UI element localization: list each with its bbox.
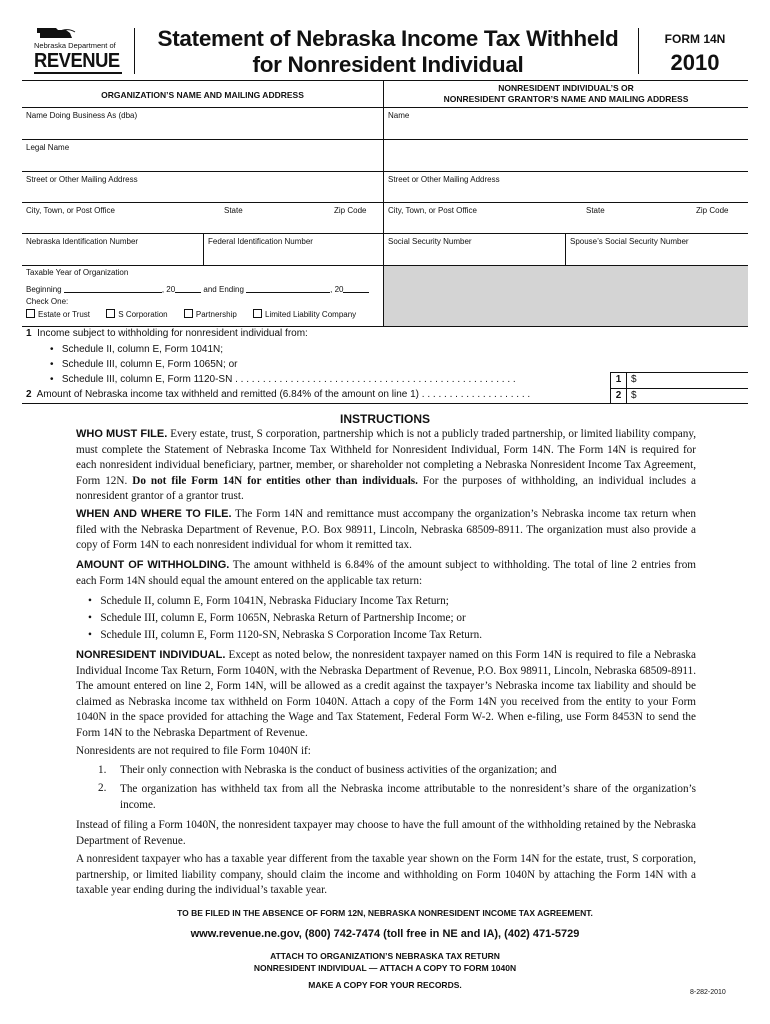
when-where-heading: WHEN AND WHERE TO FILE. xyxy=(76,508,232,520)
who-must-file-bold: Do not file Form 14N for entities other than individuals. xyxy=(132,474,418,487)
id-divider xyxy=(203,233,204,265)
check-one-label: Check One: xyxy=(26,297,69,306)
when-where-section xyxy=(76,507,696,554)
contact-info[interactable]: www.revenue.ne.gov, (800) 742-7474 (toll free in NE and IA), (402) 471-5729 xyxy=(190,928,580,940)
line-2-label: Amount of Nebraska income tax withheld and remitted (6.84% of the amount on line 1) xyxy=(36,389,420,400)
amount-bullet-1: • Schedule II, column E, Form 1041N, Nebraska Fiduciary Income Tax Return; xyxy=(88,595,449,607)
amount-text: The amount withheld is 6.84% of the amount subject to withholding. The total of line 2 entries from each Form 14N should equal the amount entered on the applicable tax return: xyxy=(76,559,696,587)
item-1-number: 1. xyxy=(98,764,107,776)
org-street-field[interactable]: Street or Other Mailing Address xyxy=(26,175,138,184)
amount-bullet-1-text: Schedule II, column E, Form 1041N, Nebraska Fiduciary Income Tax Return; xyxy=(100,595,449,607)
when-where-text: The Form 14N and remittance must accompany the organization’s Nebraska income tax return when filed with the Nebraska Department of Revenue, P.O. Box 98911, Lincoln, Nebraska 68509-8911. The organization must also provide a copy of Form 14N to each nonresident individual for whom it remitted tax. xyxy=(76,508,696,552)
nonresident-text: Except as noted below, the nonresident taxpayer named on this Form 14N is required to file a Nebraska Individual Income Tax Return, Form 1040N, with the Nebraska Department of Revenue, P.O. Box 98911, Lincoln, Nebraska 68509-8911. The amount entered on line 2, Form 14N, will be allowed as a credit against the taxpayer’s Nebraska income tax liability and should be claimed as Nebraska income tax withheld on Form 1040N. Attach a copy of the Form 14N you received from the entity to your Form 1040N in the space provided for attaching the Wage and Tax Statement, Federal Form W-2. When e-filing, use Form 8453N to send the Form 14N to the Nebraska Department of Revenue. xyxy=(76,649,696,739)
individual-heading xyxy=(384,83,748,105)
ending-year-label: , 20 xyxy=(330,285,344,294)
ending-date-input[interactable] xyxy=(246,285,330,293)
row-line xyxy=(22,202,748,203)
item-2-text: The organization has withheld tax from all the Nebraska income attributable to the nonresident’s share of the organization’s income. xyxy=(120,783,696,811)
dba-field[interactable]: Name Doing Business As (dba) xyxy=(26,111,138,120)
who-must-file-heading: WHO MUST FILE. xyxy=(76,428,168,440)
individual-heading-line-2: NONRESIDENT GRANTOR’S NAME AND MAILING ADDRESS xyxy=(443,94,689,104)
form-code: 8-282-2010 xyxy=(690,989,726,996)
ending-year-input[interactable] xyxy=(343,285,369,293)
s-corp-label: S Corporation xyxy=(118,310,168,319)
line-1-amount-input[interactable]: $ xyxy=(631,374,637,385)
box-top-line xyxy=(610,372,748,373)
individual-state-field[interactable]: State xyxy=(586,206,605,215)
beginning-date-input[interactable] xyxy=(64,285,162,293)
line-1-box-number: 1 xyxy=(615,374,622,385)
nebraska-state-icon xyxy=(36,25,76,39)
line-2-box-number: 2 xyxy=(615,390,622,401)
org-zip-field[interactable]: Zip Code xyxy=(334,206,367,215)
form-title xyxy=(140,26,636,78)
spouse-ssn-field[interactable]: Spouse’s Social Security Number xyxy=(570,237,689,246)
estate-trust-label: Estate or Trust xyxy=(38,310,91,319)
individual-zip-field[interactable]: Zip Code xyxy=(696,206,729,215)
who-must-file-text-2: For the purposes of withholding, an individual includes a nonresident grantor of a grantor trust. xyxy=(76,474,696,503)
logo-underline xyxy=(34,72,122,74)
individual-city-field[interactable]: City, Town, or Post Office xyxy=(388,206,477,215)
amount-heading: AMOUNT OF WITHHOLDING. xyxy=(76,559,230,571)
org-city-field[interactable]: City, Town, or Post Office xyxy=(26,206,115,215)
form-header xyxy=(22,24,748,78)
logo-department: Nebraska Department of xyxy=(34,41,116,50)
ending-label: and Ending xyxy=(203,285,244,294)
leader-dots: . . . . . . . . . . . . . . . . . . . . . . . . . . . . . . . . . . . . . . . . . . . . . . . . . . . xyxy=(235,374,516,385)
income-lines xyxy=(22,326,748,404)
estate-trust-checkbox[interactable] xyxy=(26,309,35,318)
taxable-year-range xyxy=(26,285,369,294)
s-corp-checkbox[interactable] xyxy=(106,309,115,318)
legal-name-field[interactable]: Legal Name xyxy=(26,143,70,152)
beginning-year-label: , 20 xyxy=(161,285,176,294)
who-must-file-section xyxy=(76,427,696,505)
individual-street-field[interactable]: Street or Other Mailing Address xyxy=(388,175,500,184)
amount-section xyxy=(76,558,696,589)
organization-heading: ORGANIZATION’S NAME AND MAILING ADDRESS xyxy=(101,90,304,100)
amount-bullet-3-text: Schedule III, column E, Form 1120-SN, Nebraska S Corporation Income Tax Return. xyxy=(100,629,483,641)
attach-note-2: NONRESIDENT INDIVIDUAL — ATTACH A COPY TO FORM 1040N xyxy=(253,963,517,973)
row-line xyxy=(22,171,748,172)
llc-label: Limited Liability Company xyxy=(265,310,357,319)
leader-dots: . . . . . . . . . . . . . . . . . . . . xyxy=(421,389,531,400)
org-state-field[interactable]: State xyxy=(224,206,243,215)
row-line xyxy=(22,233,748,234)
ssn-field[interactable]: Social Security Number xyxy=(388,237,472,246)
individual-name-field[interactable]: Name xyxy=(388,111,410,120)
nonresident-section xyxy=(76,648,696,742)
row-line xyxy=(22,139,748,140)
bullet-2-text: Schedule III, column E, Form 1065N; or xyxy=(61,359,238,370)
amount-bullet-2: • Schedule III, column E, Form 1065N, Nebraska Return of Partnership Income; or xyxy=(88,612,466,624)
form-number: FORM 14N xyxy=(664,32,726,46)
title-line-1: Statement of Nebraska Income Tax Withheld xyxy=(157,26,619,51)
line-1-bullet-2: • Schedule III, column E, Form 1065N; or xyxy=(50,359,238,370)
amount-bullet-2-text: Schedule III, column E, Form 1065N, Nebraska Return of Partnership Income; or xyxy=(100,612,466,624)
partnership-checkbox[interactable] xyxy=(184,309,193,318)
llc-checkbox[interactable] xyxy=(253,309,262,318)
ssn-divider xyxy=(565,233,566,265)
instead-text: Instead of filing a Form 1040N, the nonresident taxpayer may choose to have the full amount of the withholding retained by the Nebraska Department of Revenue. xyxy=(76,819,696,847)
header-divider-right xyxy=(638,28,639,74)
nonresident-heading: NONRESIDENT INDIVIDUAL. xyxy=(76,649,226,661)
line-1-text xyxy=(26,328,308,339)
line-1-label: Income subject to withholding for nonresident individual from: xyxy=(37,328,308,339)
header-divider xyxy=(134,28,135,74)
entity-type-options xyxy=(26,309,356,319)
bullet-3-text: Schedule III, column E, Form 1120-SN xyxy=(61,374,233,385)
bullet-1-text: Schedule II, column E, Form 1041N; xyxy=(61,344,224,355)
nebraska-revenue-logo xyxy=(22,24,126,76)
row-line xyxy=(22,107,748,108)
attach-note-1: ATTACH TO ORGANIZATION’S NEBRASKA TAX RETURN xyxy=(270,951,500,961)
form-year: 2010 xyxy=(670,50,720,75)
who-must-file-text: Every estate, trust, S corporation, partnership which is not a publicly traded partnership, or limited liability company, must complete the Statement of Nebraska Income Tax Withheld for Nonresident Individual, Form 14N. The Form 14N is required for each nonresident individual beneficiary, partner, member, or shareholder not completing a Nebraska Nonresident Income Tax Agreement, Form 12N. xyxy=(76,428,697,487)
beginning-label: Beginning xyxy=(26,285,62,294)
beginning-year-input[interactable] xyxy=(175,285,201,293)
shaded-area xyxy=(384,266,748,327)
different-year-text: A nonresident taxpayer who has a taxable year different from the taxable year shown on the Form 14N for the estate, trust, S corporation, partnership, or limited liability company, should claim the income and withholding on Form 1040N by attaching the Form 14N with a taxable year ending during the individual’s taxable year. xyxy=(76,853,696,897)
federal-id-field[interactable]: Federal Identification Number xyxy=(208,237,313,246)
amount-bullet-3: • Schedule III, column E, Form 1120-SN, Nebraska S Corporation Income Tax Return. xyxy=(88,629,483,641)
partnership-label: Partnership xyxy=(195,310,237,319)
line-1-number: 1 xyxy=(26,328,32,339)
item-2-number: 2. xyxy=(98,782,107,794)
title-line-2: for Nonresident Individual xyxy=(252,52,524,77)
instructions-title: INSTRUCTIONS xyxy=(340,412,430,426)
line-2-amount-input[interactable]: $ xyxy=(631,390,637,401)
logo-revenue: REVENUE xyxy=(34,50,120,72)
not-required-text: Nonresidents are not required to file Form 1040N if: xyxy=(76,745,311,757)
line-1-bullet-3: • Schedule III, column E, Form 1120-SN . . . . . . . . . . . . . . . . . . . . . . . . . . . . . . . . . . . . . . . . . . . . . . . . . . . xyxy=(50,374,516,385)
individual-heading-line-1: NONRESIDENT INDIVIDUAL’S OR xyxy=(498,83,634,93)
line-1-bullet-1: • Schedule II, column E, Form 1041N; xyxy=(50,344,224,355)
filing-note: TO BE FILED IN THE ABSENCE OF FORM 12N, NEBRASKA NONRESIDENT INCOME TAX AGREEMENT. xyxy=(177,908,593,918)
nebraska-id-field[interactable]: Nebraska Identification Number xyxy=(26,237,139,246)
taxable-year-label: Taxable Year of Organization xyxy=(26,268,129,277)
line-2-number: 2 xyxy=(26,389,32,400)
copy-note: MAKE A COPY FOR YOUR RECORDS. xyxy=(308,980,462,990)
address-grid xyxy=(22,80,748,326)
item-1-text: Their only connection with Nebraska is the conduct of business activities of the organization; and xyxy=(120,764,557,776)
line-2-text xyxy=(26,389,530,400)
box-mid-line xyxy=(610,388,748,389)
